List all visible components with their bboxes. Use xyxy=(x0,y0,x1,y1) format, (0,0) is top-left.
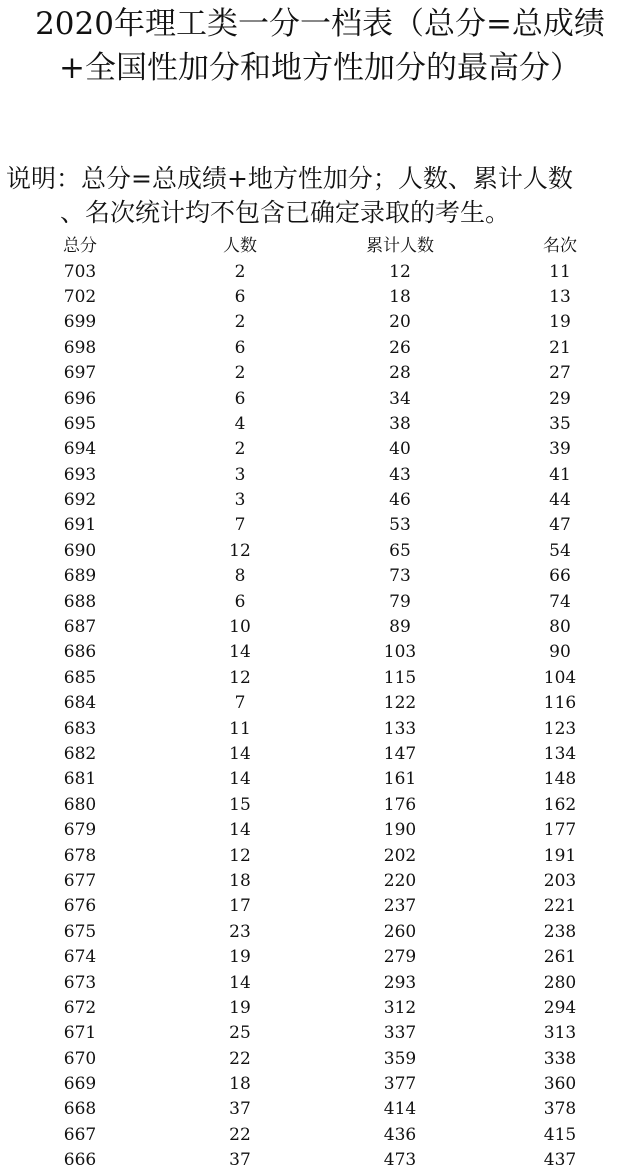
total-score-cell: 672 xyxy=(63,997,97,1018)
table-row xyxy=(0,793,640,818)
rank-cell: 261 xyxy=(543,947,577,968)
rank-cell: 280 xyxy=(543,972,577,993)
count-cell: 6 xyxy=(234,388,246,409)
total-score-cell: 673 xyxy=(63,972,97,993)
cumulative-count-cell: 79 xyxy=(389,591,411,612)
count-cell: 7 xyxy=(234,693,246,714)
count-cell: 14 xyxy=(229,820,251,841)
rank-cell: 437 xyxy=(543,1150,577,1171)
cumulative-count-cell: 38 xyxy=(389,413,411,434)
count-cell: 8 xyxy=(234,566,246,587)
count-cell: 15 xyxy=(229,794,251,815)
rank-cell: 203 xyxy=(543,870,577,891)
total-score-cell: 702 xyxy=(63,286,97,307)
explanation-line-2: 、名次统计均不包含已确定录取的考生。 xyxy=(60,198,511,227)
table-row xyxy=(0,691,640,716)
table-header-row xyxy=(0,234,640,259)
table-row xyxy=(0,1123,640,1148)
total-score-cell: 691 xyxy=(63,515,97,536)
total-score-cell: 666 xyxy=(63,1150,97,1171)
cumulative-count-cell: 65 xyxy=(389,540,411,561)
total-score-cell: 667 xyxy=(63,1124,97,1145)
total-score-cell: 675 xyxy=(63,921,97,942)
cumulative-count-cell: 103 xyxy=(383,642,417,663)
cumulative-count-cell: 26 xyxy=(389,337,411,358)
total-score-cell: 688 xyxy=(63,591,97,612)
cumulative-count-cell: 40 xyxy=(389,439,411,460)
rank-cell: 148 xyxy=(543,769,577,790)
count-cell: 14 xyxy=(229,972,251,993)
rank-cell: 378 xyxy=(543,1099,577,1120)
header-count: 人数 xyxy=(223,236,257,257)
count-cell: 37 xyxy=(229,1150,251,1171)
table-row xyxy=(0,869,640,894)
cumulative-count-cell: 359 xyxy=(383,1048,417,1069)
count-cell: 12 xyxy=(229,845,251,866)
table-row xyxy=(0,1148,640,1173)
total-score-cell: 699 xyxy=(63,312,97,333)
cumulative-count-cell: 176 xyxy=(383,794,417,815)
cumulative-count-cell: 337 xyxy=(383,1023,417,1044)
cumulative-count-cell: 34 xyxy=(389,388,411,409)
rank-cell: 116 xyxy=(543,693,577,714)
rank-cell: 35 xyxy=(549,413,571,434)
count-cell: 12 xyxy=(229,667,251,688)
count-cell: 22 xyxy=(229,1048,251,1069)
table-row xyxy=(0,945,640,970)
table-row xyxy=(0,259,640,284)
score-table xyxy=(0,234,640,1173)
rank-cell: 338 xyxy=(543,1048,577,1069)
rank-cell: 29 xyxy=(549,388,571,409)
rank-cell: 134 xyxy=(543,744,577,764)
count-cell: 2 xyxy=(234,439,246,460)
cumulative-count-cell: 293 xyxy=(383,972,417,993)
table-row xyxy=(0,1072,640,1097)
table-row xyxy=(0,894,640,919)
table-row xyxy=(0,488,640,513)
rank-cell: 13 xyxy=(549,286,571,307)
total-score-cell: 703 xyxy=(63,261,97,282)
count-cell: 6 xyxy=(234,286,246,307)
count-cell: 14 xyxy=(229,769,251,790)
total-score-cell: 687 xyxy=(63,617,97,638)
table-row xyxy=(0,386,640,411)
table-row xyxy=(0,640,640,665)
rank-cell: 11 xyxy=(549,261,571,282)
count-cell: 14 xyxy=(229,744,251,764)
count-cell: 2 xyxy=(234,261,246,282)
total-score-cell: 682 xyxy=(63,744,97,764)
total-score-cell: 695 xyxy=(63,413,97,434)
cumulative-count-cell: 190 xyxy=(383,820,417,841)
rank-cell: 294 xyxy=(543,997,577,1018)
cumulative-count-cell: 89 xyxy=(389,617,411,638)
cumulative-count-cell: 115 xyxy=(383,667,417,688)
count-cell: 19 xyxy=(229,947,251,968)
rank-cell: 177 xyxy=(543,820,577,841)
table-row xyxy=(0,437,640,462)
count-cell: 12 xyxy=(229,540,251,561)
rank-cell: 19 xyxy=(549,312,571,333)
count-cell: 23 xyxy=(229,921,251,942)
rank-cell: 90 xyxy=(549,642,571,663)
table-row xyxy=(0,589,640,614)
table-row xyxy=(0,564,640,589)
cumulative-count-cell: 133 xyxy=(383,718,417,739)
header-cumulative-count: 累计人数 xyxy=(366,236,434,257)
cumulative-count-cell: 122 xyxy=(383,693,417,714)
rank-cell: 54 xyxy=(549,540,571,561)
total-score-cell: 693 xyxy=(63,464,97,485)
rank-cell: 66 xyxy=(549,566,571,587)
cumulative-count-cell: 53 xyxy=(389,515,411,536)
rank-cell: 415 xyxy=(543,1124,577,1145)
table-row xyxy=(0,361,640,386)
count-cell: 3 xyxy=(234,464,246,485)
rank-cell: 238 xyxy=(543,921,577,942)
table-row xyxy=(0,970,640,995)
count-cell: 18 xyxy=(229,870,251,891)
table-row xyxy=(0,615,640,640)
table-row xyxy=(0,742,640,767)
table-row xyxy=(0,310,640,335)
count-cell: 25 xyxy=(229,1023,251,1044)
cumulative-count-cell: 473 xyxy=(383,1150,417,1171)
count-cell: 17 xyxy=(229,896,251,917)
total-score-cell: 670 xyxy=(63,1048,97,1069)
total-score-cell: 669 xyxy=(63,1074,97,1095)
cumulative-count-cell: 237 xyxy=(383,896,417,917)
rank-cell: 74 xyxy=(549,591,571,612)
table-row xyxy=(0,843,640,868)
count-cell: 2 xyxy=(234,363,246,384)
total-score-cell: 686 xyxy=(63,642,97,663)
rank-cell: 191 xyxy=(543,845,577,866)
table-row xyxy=(0,716,640,741)
header-total-score: 总分 xyxy=(63,236,97,257)
count-cell: 2 xyxy=(234,312,246,333)
table-row xyxy=(0,1047,640,1072)
total-score-cell: 681 xyxy=(63,769,97,790)
cumulative-count-cell: 46 xyxy=(389,490,411,511)
cumulative-count-cell: 12 xyxy=(389,261,411,282)
rank-cell: 313 xyxy=(543,1023,577,1044)
total-score-cell: 674 xyxy=(63,947,97,968)
table-row xyxy=(0,920,640,945)
rank-cell: 360 xyxy=(543,1074,577,1095)
cumulative-count-cell: 202 xyxy=(383,845,417,866)
table-row xyxy=(0,1021,640,1046)
total-score-cell: 696 xyxy=(63,388,97,409)
total-score-cell: 698 xyxy=(63,337,97,358)
rank-cell: 21 xyxy=(549,337,571,358)
count-cell: 7 xyxy=(234,515,246,536)
table-row xyxy=(0,996,640,1021)
cumulative-count-cell: 377 xyxy=(383,1074,417,1095)
count-cell: 6 xyxy=(234,591,246,612)
table-row xyxy=(0,1097,640,1122)
cumulative-count-cell: 279 xyxy=(383,947,417,968)
total-score-cell: 685 xyxy=(63,667,97,688)
cumulative-count-cell: 73 xyxy=(389,566,411,587)
cumulative-count-cell: 43 xyxy=(389,464,411,485)
table-row xyxy=(0,412,640,437)
total-score-cell: 676 xyxy=(63,896,97,917)
count-cell: 11 xyxy=(229,718,251,739)
total-score-cell: 680 xyxy=(63,794,97,815)
total-score-cell: 694 xyxy=(63,439,97,460)
cumulative-count-cell: 414 xyxy=(383,1099,417,1120)
cumulative-count-cell: 161 xyxy=(383,769,417,790)
total-score-cell: 692 xyxy=(63,490,97,511)
document-title: 2020年理工类一分一档表（总分=总成绩+全国性加分和地方性加分的最高分） xyxy=(35,6,605,86)
rank-cell: 41 xyxy=(549,464,571,485)
rank-cell: 39 xyxy=(549,439,571,460)
total-score-cell: 689 xyxy=(63,566,97,587)
count-cell: 4 xyxy=(234,413,246,434)
count-cell: 14 xyxy=(229,642,251,663)
total-score-cell: 684 xyxy=(63,693,97,714)
explanation-note xyxy=(6,162,636,230)
total-score-cell: 668 xyxy=(63,1099,97,1120)
count-cell: 37 xyxy=(229,1099,251,1120)
rank-cell: 80 xyxy=(549,617,571,638)
table-row xyxy=(0,336,640,361)
header-rank: 名次 xyxy=(543,236,577,257)
count-cell: 6 xyxy=(234,337,246,358)
cumulative-count-cell: 28 xyxy=(389,363,411,384)
table-row xyxy=(0,513,640,538)
rank-cell: 27 xyxy=(549,363,571,384)
cumulative-count-cell: 147 xyxy=(383,744,417,764)
rank-cell: 47 xyxy=(549,515,571,536)
rank-cell: 221 xyxy=(543,896,577,917)
count-cell: 22 xyxy=(229,1124,251,1145)
total-score-cell: 697 xyxy=(63,363,97,384)
cumulative-count-cell: 436 xyxy=(383,1124,417,1145)
total-score-cell: 683 xyxy=(63,718,97,739)
table-row xyxy=(0,818,640,843)
count-cell: 18 xyxy=(229,1074,251,1095)
total-score-cell: 678 xyxy=(63,845,97,866)
table-row xyxy=(0,463,640,488)
rank-cell: 123 xyxy=(543,718,577,739)
cumulative-count-cell: 18 xyxy=(389,286,411,307)
table-row xyxy=(0,285,640,310)
cumulative-count-cell: 220 xyxy=(383,870,417,891)
rank-cell: 44 xyxy=(549,490,571,511)
rank-cell: 104 xyxy=(543,667,577,688)
rank-cell: 162 xyxy=(543,794,577,815)
count-cell: 3 xyxy=(234,490,246,511)
table-body xyxy=(0,259,640,1173)
total-score-cell: 690 xyxy=(63,540,97,561)
total-score-cell: 677 xyxy=(63,870,97,891)
count-cell: 19 xyxy=(229,997,251,1018)
table-row xyxy=(0,767,640,792)
cumulative-count-cell: 260 xyxy=(383,921,417,942)
count-cell: 10 xyxy=(229,617,251,638)
table-row xyxy=(0,539,640,564)
total-score-cell: 671 xyxy=(63,1023,97,1044)
explanation-line-1: 说明：总分=总成绩+地方性加分；人数、累计人数 xyxy=(6,164,573,193)
table-row xyxy=(0,666,640,691)
cumulative-count-cell: 20 xyxy=(389,312,411,333)
total-score-cell: 679 xyxy=(63,820,97,841)
cumulative-count-cell: 312 xyxy=(383,997,417,1018)
